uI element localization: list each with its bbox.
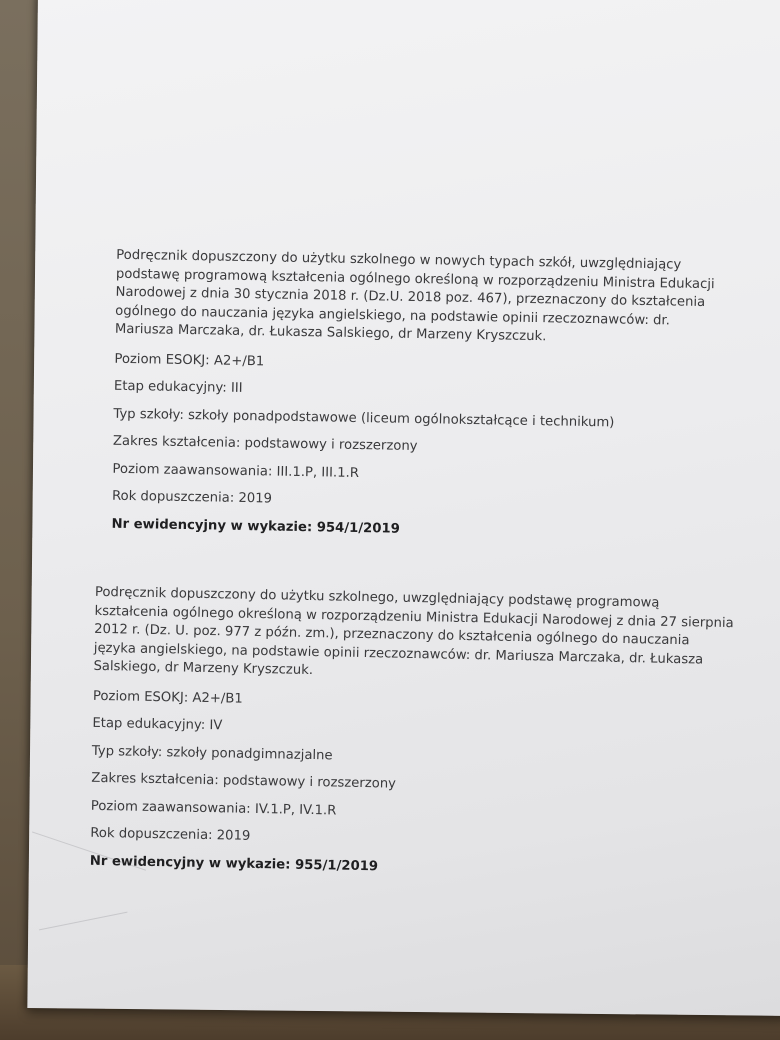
advancement-level: Poziom zaawansowania: III.1.P, III.1.R bbox=[112, 461, 360, 481]
approval-paragraph: Podręcznik dopuszczony do użytku szkolnego w nowych typach szkół, uwzględniający podstawę programową kształcenia ogólnego określoną w rozporządzeniu Ministra Edukacji Narodowej z dnia 30 stycznia 2018 r. (Dz.U. 2018 poz. 467), przeznaczony do kształcenia ogólnego do nauczania języka angielskiego, na podstawie opinii rzeczoznawców: dr. Mariusza Marczaka, dr. Łukasza Salskiego, dr Marzeny Kryszczuk. bbox=[114, 247, 715, 345]
approval-block-1 bbox=[111, 247, 716, 554]
esokj-level: Poziom ESOKJ: A2+/B1 bbox=[92, 688, 243, 707]
educational-stage: Etap edukacyjny: IV bbox=[92, 715, 223, 734]
educational-stage: Etap edukacyjny: III bbox=[113, 378, 243, 396]
book-page bbox=[27, 0, 780, 1016]
education-scope: Zakres kształcenia: podstawowy i rozszerzony bbox=[91, 770, 397, 792]
education-scope: Zakres kształcenia: podstawowy i rozszerzony bbox=[112, 433, 418, 455]
school-type: Typ szkoły: szkoły ponadgimnazjalne bbox=[91, 743, 333, 763]
esokj-level: Poziom ESOKJ: A2+/B1 bbox=[114, 351, 265, 369]
approval-paragraph: Podręcznik dopuszczony do użytku szkolnego, uwzględniający podstawę programową kształcenia ogólnego określoną w rozporządzeniu Ministra Edukacji Narodowej z dnia 27 sierpnia 2012 r. (Dz. U. poz. 977 z późn. zm.), przeznaczony do kształcenia ogólnego do nauczania języka angielskiego, na podstawie opinii rzeczoznawców: dr. Mariusza Marczaka, dr. Łukasza Salskiego, dr Marzeny Kryszczuk. bbox=[93, 584, 734, 679]
school-type: Typ szkoły: szkoły ponadpodstawowe (liceum ogólnokształcące i technikum) bbox=[113, 406, 615, 430]
registry-number: Nr ewidencyjny w wykazie: 955/1/2019 bbox=[89, 853, 379, 874]
advancement-level: Poziom zaawansowania: IV.1.P, IV.1.R bbox=[90, 798, 337, 819]
registry-number: Nr ewidencyjny w wykazie: 954/1/2019 bbox=[111, 516, 400, 537]
approval-block-2 bbox=[89, 584, 735, 893]
approval-year: Rok dopuszczenia: 2019 bbox=[90, 825, 251, 844]
approval-year: Rok dopuszczenia: 2019 bbox=[111, 488, 273, 507]
paper-crease bbox=[39, 912, 127, 931]
